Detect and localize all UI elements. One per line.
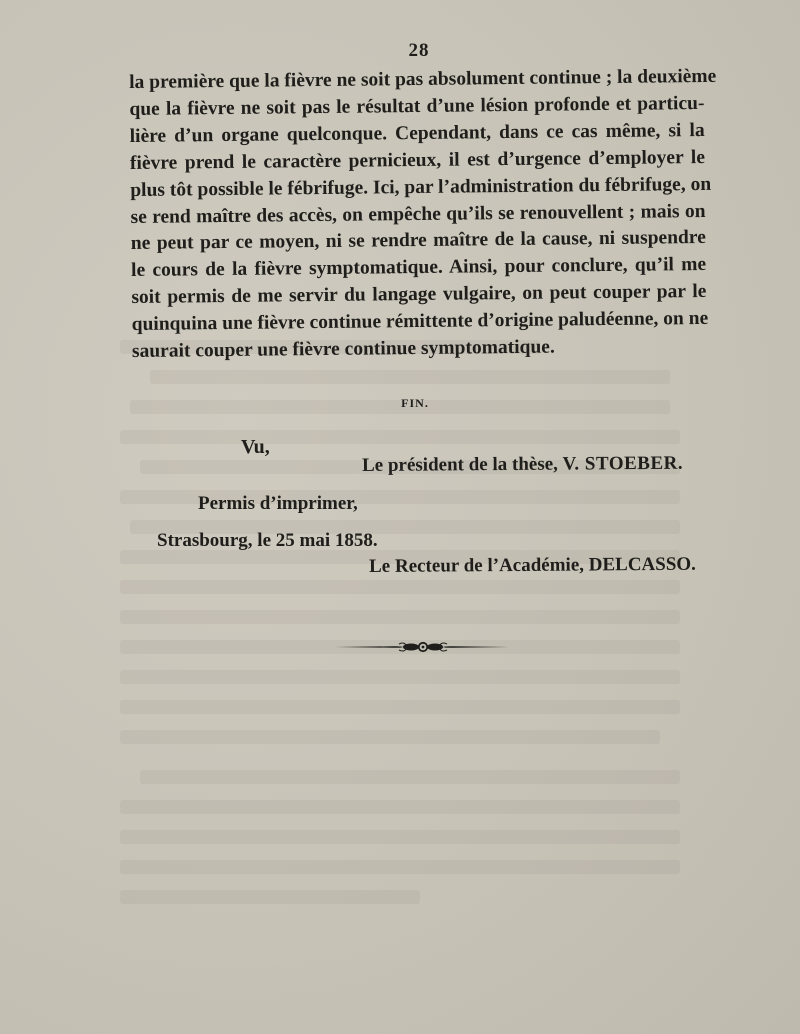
president-label: Le président de la thèse,: [362, 453, 558, 476]
bleed-through-shadow: [120, 330, 720, 930]
text-line: la première que la fièvre ne soit pas absolument continue ; la deuxième: [129, 65, 717, 93]
text-line: se rend maître des accès, on empêche qu’ils se renouvellent ; mais on: [130, 200, 706, 228]
text-line: lière d’un organe quelconque. Cependant, dans ce cas même, si la: [129, 119, 705, 147]
text-line: soit permis de me servir du langage vulgaire, on peut couper par le: [131, 281, 707, 309]
president-signature-line: [362, 453, 683, 477]
page-number: 28: [408, 40, 430, 61]
text-line: le cours de la fièvre symptomatique. Ainsi, pour conclure, qu’il me: [130, 254, 707, 282]
president-name: V. STOEBER.: [562, 452, 684, 475]
vu-label: Vu,: [241, 436, 270, 458]
text-line: fièvre prend le caractère pernicieux, il est d’urgence d’employer le: [129, 146, 706, 174]
ornament-divider-icon: [333, 638, 513, 656]
recteur-signature-line: Le Recteur de l’Académie, DELCASSO.: [369, 553, 696, 577]
text-line: saurait couper une fièvre continue symptomatique.: [131, 336, 555, 363]
place-and-date: Strasbourg, le 25 mai 1858.: [157, 530, 378, 551]
fin-marker: FIN.: [401, 396, 429, 410]
text-line: que la fièvre ne soit pas le résultat d’une lésion profonde et particu-: [129, 92, 705, 120]
text-line: plus tôt possible le fébrifuge. Ici, par l’administration du fébrifuge, on: [130, 173, 712, 201]
permis-imprimer: Permis d’imprimer,: [198, 493, 358, 514]
text-line: ne peut par ce moyen, ni se rendre maître de la cause, ni suspendre: [130, 227, 706, 255]
body-paragraph: [129, 64, 717, 366]
text-line: quinquina une fièvre continue rémittente d’origine paludéenne, on ne: [131, 308, 709, 336]
